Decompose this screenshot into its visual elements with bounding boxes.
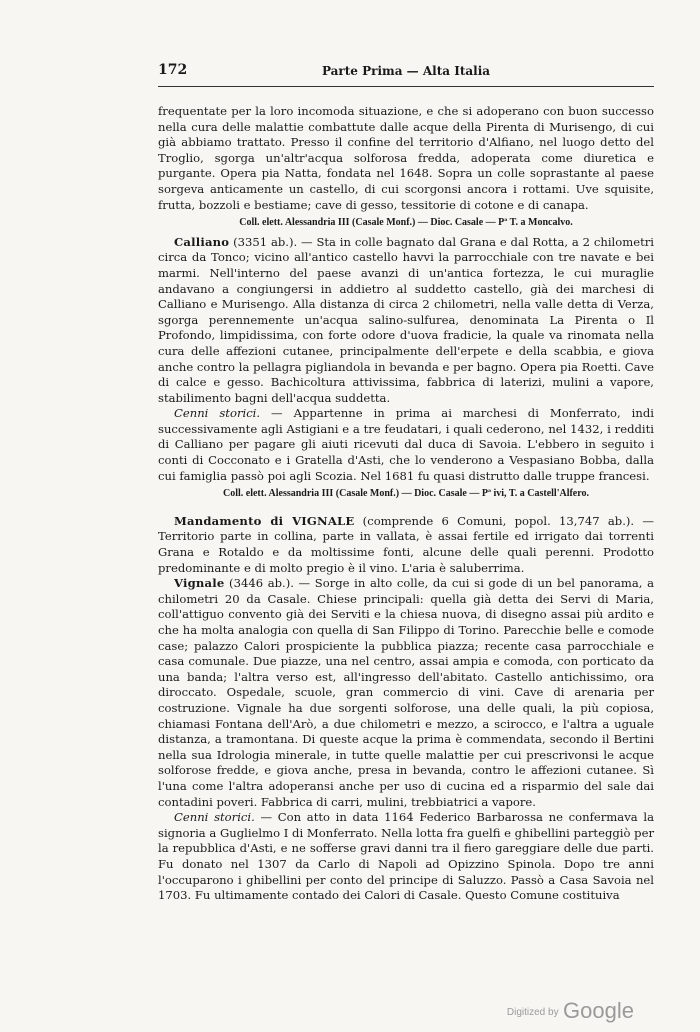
entry-term: Vignale bbox=[174, 576, 225, 591]
entry-text: — Con atto in data 1164 Federico Barbarossa ne confermava la signoria a Guglielmo I di Monferrato. Nella lotta fra guelfi e ghibellini parteggiò per la repubblica d'Asti, e ne sofferse gravi danni tra il fiero gareggiare delle due parti. Fu donato nel 1307 da Carlo di Napoli ad Opizzino Spinola. Dopo tre anni l'occuparono i ghibellini per conto del principe di Saluzzo. Passò a Casa Savoia nel 1703. Fu ultimamente contado dei Calori di Casale. Questo Comune costituiva bbox=[158, 810, 654, 903]
collegio-note: Coll. elett. Alessandria III (Casale Monf.) — Dioc. Casale — Pª T. a Moncalvo. bbox=[239, 217, 573, 229]
section-label: Cenni storici. bbox=[174, 406, 261, 421]
section-label: Cenni storici. bbox=[174, 810, 255, 825]
paragraph-calliano-history bbox=[158, 406, 654, 484]
paragraph-vignale-history bbox=[158, 810, 654, 904]
entry-text: (3351 ab.). — Sta in colle bagnato dal Grana e dal Rotta, a 2 chilometri circa da Tonco; vicino all'antico castello havvi la parrocchiale con tre navate e bei marmi. Nell'interno del paese avanzi di un'antica fortezza, le cui muraglie andavano a congiungersi in addietro al suddetto castello, già dei marchesi di Calliano e Murisengo. Alla distanza di circa 2 chilometri, nella valle detta di Verza, sgorga perennemente un'acqua salino-sulfurea, denominata La Pirenta o Il Profondo, limpidissima, con forte odore d'uova fradicie, la quale va rinomata nella cura delle affezioni cutanee, principalmente dell'erpete e della scabbia, e giova anche contro la pellagra pigliandola in bevanda e per bagno. Opera pia Roetti. Cave di calce e gesso. Bachicoltura attivissima, fabbrica di laterizi, mulini a vapore, stabilimento bagni dell'acqua suddetta. bbox=[158, 234, 654, 405]
paragraph-mandamento bbox=[158, 514, 654, 576]
spacer bbox=[158, 506, 654, 514]
entry-text: (comprende 6 Comuni, popol. 13,747 ab.). — Territorio parte in collina, parte in vallata, è assai fertile ed irrigato dai torrenti Grana e Rotaldo e da moltissime fonti, alcune delle quali perenni. Prodotto predominante e di molto pregio è il vino. L'aria è saluberrima. bbox=[158, 513, 654, 575]
page-header bbox=[158, 62, 654, 82]
entry-text: — Appartenne in prima ai marchesi di Monferrato, indi successivamente agli Astigiani e a tre feudatari, i quali cederono, nel 1432, i redditi di Calliano per pagare gli aiuti ricevuti dal duca di Savoia. L'ebbero in seguito i conti di Cocconato e i Gratella d'Asti, che lo venderono a Vespasiano Bobba, dalla cui famiglia passò poi agli Scozia. Nel 1681 fu quasi distrutto dalle truppe francesi. bbox=[158, 406, 654, 483]
running-title: Parte Prima — Alta Italia bbox=[321, 64, 491, 78]
google-logo: Google bbox=[563, 998, 634, 1023]
entry-text: (3446 ab.). — Sorge in alto colle, da cui si gode di un bel panorama, a chilometri 20 da Casale. Chiese principali: quella già detta dei Servi di Maria, coll'attiguo convento già dei Serviti e la chiesa nuova, di disegno assai più ardito e che ha molta analogia con quella di San Filippo di Torino. Parecchie belle e comode case; palazzo Calori prospiciente la pubblica piazza; recente casa parrocchiale e casa comunale. Due piazze, una nel centro, assai ampia e comoda, con porticato da una banda; l'altra verso est, all'ingresso dell'abitato. Castello antichissimo, ora diroccato. Ospedale, scuole, gran commercio di vini. Cave di arenaria per costruzione. Vignale ha due sorgenti solforose, una delle quali, la più copiosa, chiamasi Fontana dell'Arò, a due chilometri e mezzo, a scirocco, e l'altra a uguale distanza, a tramontana. Di queste acque la prima è commendata, secondo il Bertini nella sua Idrologia minerale, in tutte quelle malattie per cui prescrivonsi le acque solforose fredde, e giova anche, presa in bevanda, contro le affezioni cutanee. Sì l'una come l'altra adoperansi anche per uso di cucina ed a risparmio del sale dai contadini poveri. Fabbrica di carri, mulini, trebbiatrici a vapore. bbox=[158, 576, 654, 809]
paragraph-intro: frequentate per la loro incomoda situazione, e che si adoperano con buon successo nella cura delle malattie combattute dalle acque della Pirenta di Murisengo, di cui già abbiamo trattato. Presso il confine del territorio d'Alfiano, nel luogo detto del Troglio, sgorga un'altr'acqua solforosa fredda, adoperata come diuretica e purgante. Opera pia Natta, fondata nel 1648. Sopra un colle soprastante al paese sorgeva anticamente un castello, di cui scorgonsi ancora i rottami. Uve squisite, frutta, bozzoli e bestiame; cave di gesso, tessitorie di cotone e di canapa. bbox=[158, 104, 654, 212]
entry-term: Mandamento di VIGNALE bbox=[174, 513, 355, 528]
watermark-prefix: Digitized by bbox=[506, 1007, 559, 1018]
google-watermark bbox=[507, 998, 634, 1024]
header-rule bbox=[158, 86, 654, 87]
collegio-note: Coll. elett. Alessandria III (Casale Monf.) — Dioc. Casale — Pª ivi, T. a Castell'Alfero. bbox=[222, 488, 590, 500]
page-body bbox=[158, 104, 654, 904]
paragraph-calliano bbox=[158, 235, 654, 407]
entry-term: Calliano bbox=[174, 234, 230, 249]
page-number: 172 bbox=[158, 62, 188, 78]
paragraph-vignale bbox=[158, 576, 654, 810]
